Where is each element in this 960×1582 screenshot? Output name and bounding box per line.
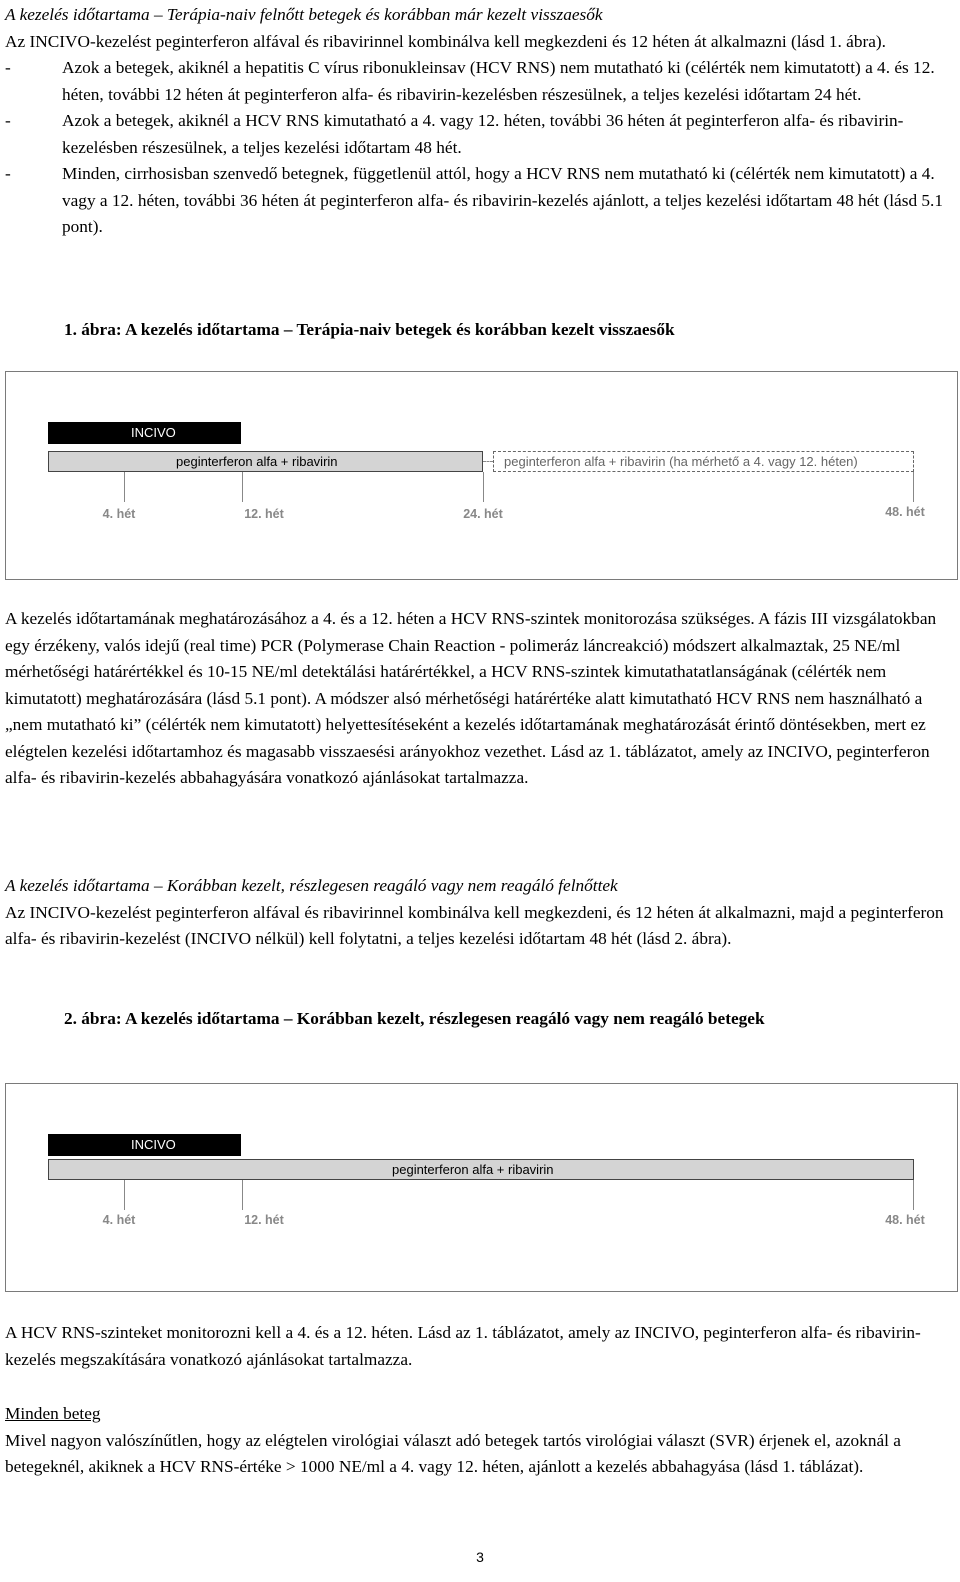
extension-label: peginterferon alfa + ribavirin (ha mérhető a 4. vagy 12. héten) (504, 454, 858, 469)
section3-heading: Minden beteg (5, 1404, 101, 1423)
week-label: 24. hét (463, 507, 503, 521)
incivo-label: INCIVO (131, 1137, 176, 1152)
section1 (5, 2, 955, 241)
peg-label: peginterferon alfa + ribavirin (176, 454, 338, 469)
tick-week-24 (483, 472, 484, 502)
bullet-marker: - (5, 58, 11, 77)
bullet-text: Azok a betegek, akiknél a HCV RNS kimutatható a 4. vagy 12. héten, további 36 héten át peginterferon alfa- és ribavirin-kezelésben részesülnek, a teljes kezelési időtartam 48 hét. (62, 111, 904, 157)
peg-label: peginterferon alfa + ribavirin (392, 1162, 554, 1177)
monitoring-paragraph-2: A HCV RNS-szinteket monitorozni kell a 4. és a 12. héten. Lásd az 1. táblázatot, amely az INCIVO, peginterferon alfa- és ribavirin-kezelés megszakítására vonatkozó ajánlásokat tartalmazza. (5, 1323, 921, 1369)
section3 (5, 1401, 955, 1481)
connector-line (483, 461, 493, 462)
bullet-marker: - (5, 164, 11, 183)
figure1-caption: 1. ábra: A kezelés időtartama – Terápia-naiv betegek és korábban kezelt visszaesők (64, 320, 675, 339)
bullet-text: Minden, cirrhosisban szenvedő betegnek, függetlenül attól, hogy a HCV RNS nem mutatható ki (célérték nem kimutatott) a 4. vagy a 12. héten, további 36 héten át peginterferon alfa- és ribavirin-kezelés ajánlott, a teljes kezelési időtartam 48 hét (lásd 5.1 pont). (62, 164, 944, 236)
week-label: 12. hét (244, 507, 284, 521)
tick-week-48 (913, 1180, 914, 1210)
incivo-bar (48, 1134, 241, 1156)
monitoring-paragraph: A kezelés időtartamának meghatározásához a 4. és a 12. héten a HCV RNS-szintek monitorozása szükséges. A fázis III vizsgálatokban egy érzékeny, valós idejű (real time) PCR (Polymerase Chain Reaction - polimeráz láncreakció) módszert alkalmaztak, 25 NE/ml mérhetőségi határértékkel és 10-15 NE/ml detektálási határértékkel, a HCV RNS-szintek kimutathatatlanságának (célérték nem kimutatott) meghatározására (lásd 5.1 pont). A módszer alsó mérhetőségi határértéke alatt kimutatható HCV RNS nem használható a „nem mutatható ki” (célérték nem kimutatott) helyettesítéseként a kezelés időtartamának meghatározását érintő döntésekben, mert ez elégtelen kezelési időtartamhoz és magasabb visszaesési arányokhoz vezethet. Lásd az 1. táblázatot, amely az INCIVO, peginterferon alfa- és ribavirin-kezelés abbahagyására vonatkozó ajánlásokat tartalmazza. (5, 609, 937, 787)
tick-week-12 (242, 1180, 243, 1210)
section2-heading: A kezelés időtartama – Korábban kezelt, részlegesen reagáló vagy nem reagáló felnőttek (5, 876, 618, 895)
bullet-marker: - (5, 111, 11, 130)
section2-intro: Az INCIVO-kezelést peginterferon alfával és ribavirinnel kombinálva kell megkezdeni, és 12 héten át alkalmazni, majd a peginterferon alfa- és ribavirin-kezelést (INCIVO nélkül) kell folytatni, a teljes kezelési időtartam 48 hét (lásd 2. ábra). (5, 902, 944, 948)
peg-bar (48, 1159, 914, 1180)
figure2-caption: 2. ábra: A kezelés időtartama – Korábban kezelt, részlegesen reagáló vagy nem reagáló betegek (64, 1009, 765, 1028)
week-label: 48. hét (885, 505, 925, 519)
week-label: 4. hét (102, 507, 136, 521)
tick-week-4 (124, 1180, 125, 1210)
incivo-label: INCIVO (131, 425, 176, 440)
extension-bar (493, 451, 914, 472)
peg-bar (48, 451, 483, 472)
week-label: 4. hét (102, 1213, 136, 1227)
week-label: 12. hét (244, 1213, 284, 1227)
week-label: 48. hét (885, 1213, 925, 1227)
bullet-item (5, 161, 955, 241)
section2 (5, 873, 955, 953)
figure1 (5, 371, 958, 580)
tick-week-12 (242, 472, 243, 502)
section1-intro: Az INCIVO-kezelést peginterferon alfával és ribavirinnel kombinálva kell megkezdeni és 12 héten át alkalmazni (lásd 1. ábra). (5, 31, 886, 51)
page-number: 3 (476, 1549, 484, 1565)
incivo-bar (48, 422, 241, 444)
bullet-item (5, 55, 955, 108)
tick-week-4 (124, 472, 125, 502)
section3-text: Mivel nagyon valószínűtlen, hogy az elégtelen virológiai választ adó betegek tartós virológiai választ (SVR) érjenek el, azoknál a betegeknél, akiknek a HCV RNS-értéke > 1000 NE/ml a 4. vagy 12. héten, ajánlott a kezelés abbahagyása (lásd 1. táblázat). (5, 1430, 901, 1476)
figure2 (5, 1083, 958, 1292)
tick-week-48 (913, 472, 914, 502)
bullet-item (5, 108, 955, 161)
bullet-text: Azok a betegek, akiknél a hepatitis C vírus ribonukleinsav (HCV RNS) nem mutatható ki (célérték nem kimutatott) a 4. és 12. héten, további 12 héten át peginterferon alfa- és ribavirin-kezelésben részesülnek, a teljes kezelési időtartam 24 hét. (62, 58, 935, 104)
section1-heading: A kezelés időtartama – Terápia-naiv felnőtt betegek és korábban már kezelt visszaesők (5, 5, 603, 24)
